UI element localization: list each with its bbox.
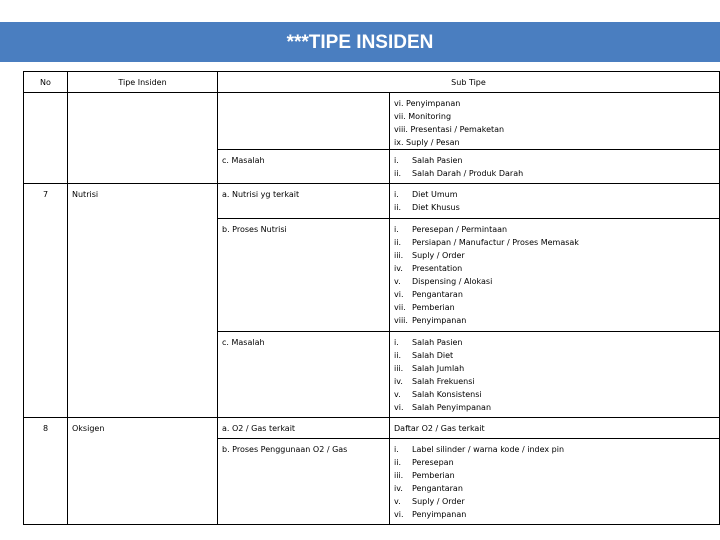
sub-item: vi. Salah Penyimpanan xyxy=(394,403,492,412)
sub-item: ix. Suply / Pesan xyxy=(394,138,460,147)
sub-item: i. Peresepan / Permintaan xyxy=(394,225,508,234)
sub-item: ii. Persiapan / Manufactur / Proses Memasak xyxy=(394,238,579,247)
sub-item: ii. Salah Darah / Produk Darah xyxy=(394,169,524,178)
sub-item: i. Label silinder / warna kode / index pin xyxy=(394,445,565,454)
table-row xyxy=(24,184,720,219)
sub-item: v. Salah Konsistensi xyxy=(394,390,482,399)
cell-category-empty xyxy=(218,93,390,150)
header-type: Tipe Insiden xyxy=(68,72,218,93)
cell-category: c. Masalah xyxy=(218,332,390,418)
sub-item: ii. Salah Diet xyxy=(394,351,454,360)
sub-item: i. Diet Umum xyxy=(394,190,458,199)
cell-sub xyxy=(390,184,720,219)
cell-sub xyxy=(390,332,720,418)
sub-item: ii. Diet Khusus xyxy=(394,203,460,212)
table-row xyxy=(24,418,720,439)
sub-item: v. Dispensing / Alokasi xyxy=(394,277,493,286)
slide-title: ***TIPE INSIDEN xyxy=(286,32,434,53)
sub-item: vi. Penyimpanan xyxy=(394,99,461,108)
cell-type-empty xyxy=(68,93,218,184)
cell-sub xyxy=(390,439,720,525)
header-sub-type: Sub Tipe xyxy=(218,72,720,93)
cell-type: Nutrisi xyxy=(68,184,218,418)
sub-item: iii. Suply / Order xyxy=(394,251,465,260)
sub-item: v. Suply / Order xyxy=(394,497,465,506)
sub-item: iii. Pemberian xyxy=(394,471,455,480)
sub-item: iv. Pengantaran xyxy=(394,484,463,493)
cell-no: 7 xyxy=(24,184,68,418)
sub-item: vii. Monitoring xyxy=(394,112,452,121)
header-no: No xyxy=(24,72,68,93)
incident-type-table xyxy=(23,71,720,525)
table-header-row xyxy=(24,72,720,93)
sub-item: vi. Pengantaran xyxy=(394,290,463,299)
cell-no: 8 xyxy=(24,418,68,525)
sub-item: vi. Penyimpanan xyxy=(394,510,467,519)
cell-category: b. Proses Penggunaan O2 / Gas xyxy=(218,439,390,525)
cell-category: b. Proses Nutrisi xyxy=(218,219,390,332)
cell-sub xyxy=(390,219,720,332)
cell-category: a. O2 / Gas terkait xyxy=(218,418,390,439)
cell-sub: Daftar O2 / Gas terkait xyxy=(390,418,720,439)
cell-type: Oksigen xyxy=(68,418,218,525)
sub-item: i. Salah Pasien xyxy=(394,338,463,347)
table-row xyxy=(24,93,720,150)
sub-item: viii. Penyimpanan xyxy=(394,316,467,325)
sub-item: iii. Salah Jumlah xyxy=(394,364,465,373)
cell-sub xyxy=(390,150,720,184)
cell-category: a. Nutrisi yg terkait xyxy=(218,184,390,219)
sub-item: vii. Pemberian xyxy=(394,303,455,312)
sub-item: ii. Peresepan xyxy=(394,458,454,467)
sub-item: iv. Salah Frekuensi xyxy=(394,377,475,386)
sub-item: iv. Presentation xyxy=(394,264,463,273)
cell-sub-top xyxy=(390,93,720,150)
cell-category: c. Masalah xyxy=(218,150,390,184)
sub-item: i. Salah Pasien xyxy=(394,156,463,165)
sub-item: viii. Presentasi / Pemaketan xyxy=(394,125,505,134)
cell-no-empty xyxy=(24,93,68,184)
